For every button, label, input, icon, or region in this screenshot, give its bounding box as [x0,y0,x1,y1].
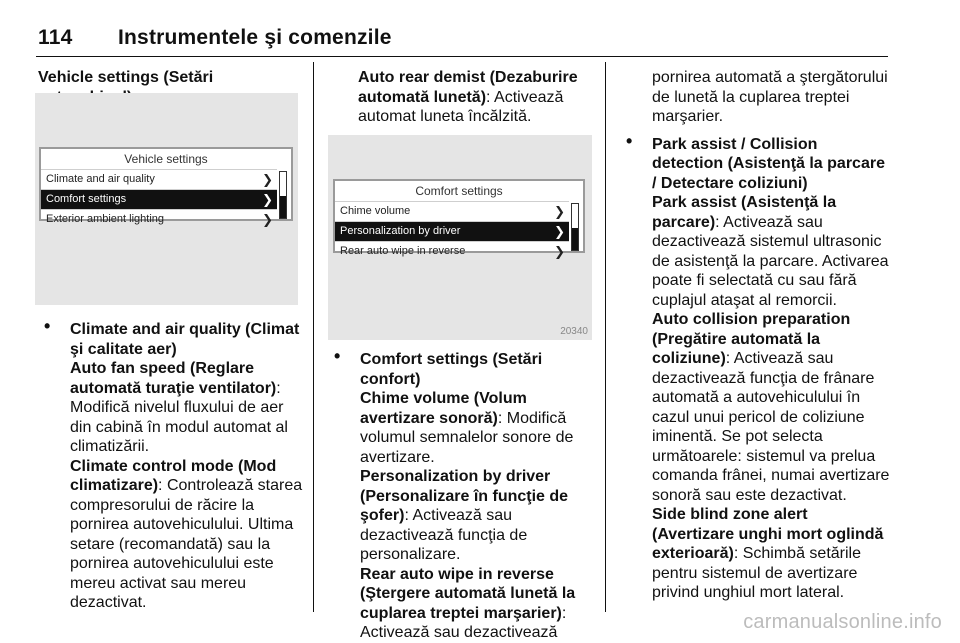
comfort-settings-figure [328,135,592,340]
menu-row-selected: Comfort settings ❯ [41,189,277,209]
watermark: carmanualsonline.info [743,611,942,633]
chevron-right-icon: ❯ [262,172,273,187]
paragraph: Auto rear demist (Dezaburire automată lunetă): Activează automat luneta încălzită. [358,69,578,125]
scrollbar [279,171,287,219]
chevron-right-icon: ❯ [554,204,565,219]
paragraph: Chime volume (Volum avertizare sonoră): Modifică volumul semnalelor sonore de avertizare. [360,390,574,466]
bullet-title: Park assist / Collision detection (Asistenţă la parcare / Detectare coliziuni) [652,135,885,192]
chevron-right-icon: ❯ [554,224,565,239]
chevron-right-icon: ❯ [554,244,565,259]
menu-row: Climate and air quality ❯ [41,169,277,189]
menu-row: Exterior ambient lighting ❯ [41,209,277,229]
paragraph: Side blind zone alert (Avertizare unghi mort oglindă exterioară): Schimbă setările pentru sistemul de avertizare privind unghiul mort lateral. [652,506,884,601]
page-header [38,26,392,50]
chevron-right-icon: ❯ [262,212,273,227]
vehicle-settings-screen [39,147,293,227]
section-heading: Vehicle settings (Setări [38,69,214,86]
bullet-dot: • [334,346,341,366]
paragraph: pornirea automată a ştergătorului de lunetă la cuplarea treptei marşarier. [652,69,888,125]
menu-row-selected: Personalization by driver ❯ [335,221,569,241]
paragraph: Climate control mode (Mod climatizare): Controlează starea compresorului de răcire la pornirea autovehiculului. Ultima setare (recomandată) sau la pornirea autovehiculului este mereu activat sau mereu dezactivat. [70,457,303,611]
vehicle-settings-figure [35,93,298,305]
column-separator-2 [605,62,606,612]
menu-row: Chime volume ❯ [335,201,569,221]
screen-title: Comfort settings [415,184,503,198]
figure-number: 20340 [560,326,588,337]
bullet-title: Climate and air quality (Climat şi calitate aer) [70,321,300,358]
paragraph: Auto collision preparation (Pregătire automată la coliziune): Activează sau dezactivează funcţia de frânare automată a autovehiculului în cazul unui pericol de coliziune iminentă. Se pot selecta următoarele: sistemul va prelua comanda frânei, numai avertizare sonoră sau este dezactivat. [652,311,890,504]
bullet-dot: • [626,130,633,151]
bullet-item [620,130,890,603]
screen-title: Vehicle settings [124,152,208,166]
column-3-text [620,68,890,603]
paragraph: Rear auto wipe in reverse (Ştergere automată lunetă la cuplarea treptei marşarier): Activează sau dezactivează [360,565,576,641]
column-separator-1 [313,62,314,612]
scrollbar [571,203,579,251]
chevron-right-icon: ❯ [262,192,273,207]
paragraph: Park assist (Asistenţă la parcare): Activează sau dezactivează sistemul ultrasonic de asistenţă la parcare. Activarea poate fi selectată cu sau fără cuplajul ataşat al remorcii. [652,194,889,309]
bullet-dot: • [44,316,51,336]
header-rule [36,56,888,57]
bullet-title: Comfort settings (Setări confort) [360,351,543,388]
paragraph: Personalization by driver (Personalizare în funcţie de şofer): Activează sau dezactivează funcţia de personalizare. [360,468,569,563]
scrollbar-thumb [280,196,286,218]
paragraph: Auto fan speed (Reglare automată turaţie ventilator): Modifică nivelul fluxului de aer din cabină în modul automat al climatizării. [70,360,288,455]
column-1-text [38,316,304,613]
bullet-item [38,316,304,613]
comfort-settings-screen [333,179,585,259]
page-number: 114 [38,26,73,49]
bullet-item [328,346,596,643]
column-2-text [328,346,596,643]
scrollbar-thumb [572,228,578,250]
menu-row: Rear auto wipe in reverse ❯ [335,241,569,261]
chapter-title: Instrumentele şi comenzile [118,26,392,49]
